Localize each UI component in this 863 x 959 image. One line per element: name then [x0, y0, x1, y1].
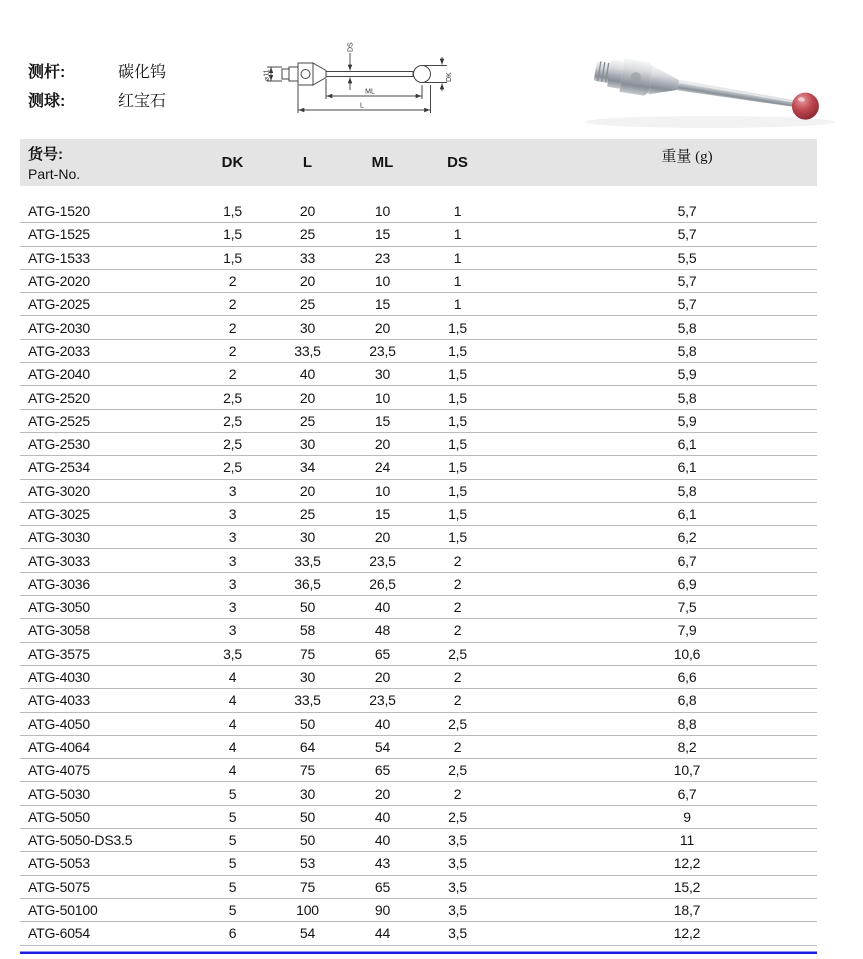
cell-l: 20 [299, 273, 316, 290]
cell-weight: 6,6 [677, 669, 697, 686]
cell-ds: 1 [453, 203, 462, 220]
cell-weight: 7,9 [677, 622, 697, 639]
dim-label-ml: ML [365, 88, 375, 96]
cell-l: 25 [299, 226, 316, 243]
cell-ds: 1,5 [448, 342, 467, 359]
cell-weight: 5,8 [677, 482, 697, 499]
table-row [20, 573, 817, 596]
header-part-no-zh: 货号: [28, 146, 63, 163]
cell-l: 25 [299, 296, 316, 313]
cell-dk: 3 [228, 575, 237, 592]
cell-ds: 1,5 [448, 436, 467, 453]
cell-ds: 1,5 [448, 529, 467, 546]
cell-weight: 5,5 [677, 249, 697, 266]
cell-l: 75 [299, 878, 316, 895]
cell-weight: 9 [683, 808, 691, 825]
spec-label-ball: 测球: [28, 93, 66, 110]
cell-ml: 10 [374, 389, 391, 406]
cell-dk: 5 [228, 855, 237, 872]
cell-l: 30 [299, 529, 316, 546]
cell-dk: 5 [228, 785, 237, 802]
cell-ds: 2 [453, 669, 462, 686]
cell-part-no: ATG-1520 [28, 203, 90, 220]
photo-shaft [677, 79, 798, 109]
cell-l: 40 [299, 366, 316, 383]
table-row [20, 922, 817, 945]
cell-weight: 11 [679, 832, 695, 849]
cell-weight: 5,7 [677, 296, 697, 313]
stylus-dimension-diagram [262, 38, 462, 123]
cell-ml: 10 [374, 482, 391, 499]
cell-ml: 30 [374, 366, 391, 383]
table-row [20, 619, 817, 642]
cell-l: 33 [299, 249, 316, 266]
table-row [20, 410, 817, 433]
cell-part-no: ATG-3575 [28, 645, 90, 662]
cell-weight: 6,1 [677, 506, 697, 522]
table-row [20, 899, 817, 922]
cell-weight: 10,6 [673, 645, 701, 662]
table-row [20, 876, 817, 899]
table-row [20, 829, 817, 852]
cell-part-no: ATG-50100 [28, 902, 98, 919]
bottom-accent-rule [20, 951, 817, 954]
cell-l: 30 [299, 319, 316, 336]
cell-weight: 15,2 [673, 878, 701, 895]
cell-ml: 10 [374, 203, 391, 220]
cell-l: 34 [299, 459, 316, 476]
cell-l: 64 [299, 738, 316, 755]
cell-ml: 23,5 [369, 692, 396, 709]
table-body [20, 200, 817, 946]
cell-weight: 6,7 [677, 552, 697, 569]
cell-l: 58 [299, 622, 316, 639]
photo-shadow [585, 116, 835, 128]
cell-ds: 1,5 [448, 506, 467, 522]
cell-dk: 1,5 [223, 203, 242, 220]
cell-part-no: ATG-2525 [28, 412, 90, 429]
table-row [20, 643, 817, 666]
table-row [20, 316, 817, 339]
cell-part-no: ATG-3033 [28, 552, 90, 569]
cell-dk: 3 [228, 599, 237, 616]
cell-weight: 8,8 [677, 715, 697, 732]
cell-ml: 48 [374, 622, 391, 639]
table-row [20, 386, 817, 409]
cell-part-no: ATG-5053 [28, 855, 90, 872]
spec-value-ball: 红宝石 [118, 93, 167, 110]
cell-ds: 1,5 [448, 459, 467, 476]
cell-ds: 2 [453, 738, 462, 755]
cell-ds: 3,5 [448, 902, 467, 919]
table-row [20, 526, 817, 549]
table-row [20, 480, 817, 503]
table-row [20, 596, 817, 619]
cell-ds: 2,5 [448, 808, 467, 825]
cell-ml: 43 [374, 855, 391, 872]
cell-ml: 26,5 [369, 575, 396, 592]
dim-label-dk: DK [446, 72, 453, 82]
cell-ds: 1,5 [448, 482, 467, 499]
cell-weight: 12,2 [673, 855, 701, 872]
table-row [20, 340, 817, 363]
cell-l: 50 [299, 808, 316, 825]
cell-weight: 8,2 [677, 738, 697, 755]
cell-ml: 65 [374, 878, 391, 895]
cell-ml: 90 [374, 902, 391, 919]
cell-part-no: ATG-5050-DS3.5 [28, 832, 133, 849]
cell-l: 30 [299, 436, 316, 453]
table-row [20, 736, 817, 759]
header-weight: 重量 (g) [661, 149, 713, 165]
table-row [20, 223, 817, 246]
cell-ds: 3,5 [448, 878, 467, 895]
cell-ds: 2 [453, 575, 462, 592]
cell-part-no: ATG-2040 [28, 366, 90, 383]
cell-dk: 1,5 [223, 249, 242, 266]
cell-weight: 5,8 [677, 319, 697, 336]
cell-part-no: ATG-2033 [28, 342, 90, 359]
cell-dk: 4 [228, 762, 237, 779]
cell-part-no: ATG-5050 [28, 808, 90, 825]
cell-part-no: ATG-4030 [28, 669, 90, 686]
cell-ml: 23 [374, 249, 391, 266]
cell-part-no: ATG-3025 [28, 506, 90, 522]
cell-part-no: ATG-1525 [28, 226, 90, 243]
cell-l: 20 [299, 203, 316, 220]
cell-l: 33,5 [294, 342, 321, 359]
cell-ds: 2 [453, 692, 462, 709]
table-row [20, 782, 817, 805]
table-row [20, 503, 817, 526]
cell-dk: 3 [228, 529, 237, 546]
cell-weight: 5,9 [677, 412, 697, 429]
cell-weight: 5,9 [677, 366, 697, 383]
photo-cone [648, 66, 680, 99]
table-row [20, 666, 817, 689]
cell-weight: 5,8 [677, 389, 697, 406]
cell-part-no: ATG-2025 [28, 296, 90, 313]
cell-dk: 1,5 [223, 226, 242, 243]
table-row [20, 713, 817, 736]
cell-dk: 4 [228, 738, 237, 755]
cell-dk: 3,5 [223, 645, 242, 662]
cell-part-no: ATG-2030 [28, 319, 90, 336]
cell-weight: 5,7 [677, 273, 697, 290]
cell-part-no: ATG-3020 [28, 482, 90, 499]
cell-dk: 2 [228, 366, 237, 383]
table-row [20, 200, 817, 223]
parts-table [20, 139, 817, 946]
cell-dk: 2 [228, 273, 237, 290]
dim-label-l: L [360, 102, 364, 110]
header-part-no-en: Part-No. [28, 166, 81, 182]
cell-weight: 18,7 [673, 902, 701, 919]
cell-ml: 15 [374, 412, 391, 429]
cell-dk: 3 [228, 506, 237, 522]
cell-l: 30 [299, 785, 316, 802]
header-dk: DK [221, 154, 244, 171]
cell-part-no: ATG-4050 [28, 715, 90, 732]
table-row [20, 549, 817, 572]
cell-dk: 2,5 [223, 436, 242, 453]
cell-ds: 2 [453, 552, 462, 569]
material-specs [28, 56, 166, 114]
cell-part-no: ATG-5030 [28, 785, 90, 802]
cell-ds: 3,5 [448, 925, 467, 942]
cell-ml: 40 [374, 599, 391, 616]
cell-ds: 1,5 [448, 412, 467, 429]
table-row [20, 363, 817, 386]
cell-l: 50 [299, 715, 316, 732]
table-row [20, 689, 817, 712]
cell-l: 50 [299, 832, 316, 849]
cell-ml: 54 [374, 738, 391, 755]
cell-part-no: ATG-5075 [28, 878, 90, 895]
cell-ml: 40 [374, 808, 391, 825]
cell-part-no: ATG-2520 [28, 389, 90, 406]
cell-dk: 2 [228, 319, 237, 336]
cell-weight: 12,2 [673, 925, 701, 942]
header-ds: DS [447, 154, 468, 171]
cell-ml: 65 [374, 645, 391, 662]
dim-label-shank-diameter: ⌀11 [263, 69, 271, 81]
cell-part-no: ATG-4033 [28, 692, 90, 709]
header-ml: ML [371, 154, 394, 171]
cell-ml: 40 [374, 715, 391, 732]
cell-dk: 4 [228, 715, 237, 732]
cell-l: 75 [299, 762, 316, 779]
spec-value-stylus: 碳化钨 [118, 64, 167, 81]
cell-weight: 6,1 [677, 459, 697, 476]
cell-part-no: ATG-2020 [28, 273, 90, 290]
photo-ruby-ball [790, 91, 821, 122]
table-row [20, 806, 817, 829]
spec-row-ball [28, 85, 166, 114]
stylus-product-photo [560, 26, 855, 136]
cell-ds: 2 [453, 622, 462, 639]
cell-ds: 1 [453, 226, 462, 243]
cell-l: 20 [299, 389, 316, 406]
cell-dk: 4 [228, 692, 237, 709]
cell-l: 50 [299, 599, 316, 616]
dim-label-ds: DS [347, 42, 355, 52]
cell-ml: 24 [374, 459, 391, 476]
cell-ds: 2 [453, 599, 462, 616]
cell-ml: 65 [374, 762, 391, 779]
cell-weight: 6,1 [677, 436, 697, 453]
cell-part-no: ATG-2534 [28, 459, 90, 476]
cell-ml: 20 [374, 529, 391, 546]
cell-ds: 3,5 [448, 832, 467, 849]
cell-dk: 3 [228, 482, 237, 499]
table-row [20, 270, 817, 293]
spec-label-stylus: 测杆: [28, 64, 66, 81]
cell-l: 75 [299, 645, 316, 662]
cell-part-no: ATG-3036 [28, 575, 90, 592]
cell-dk: 5 [228, 902, 237, 919]
cell-dk: 3 [228, 552, 237, 569]
cell-weight: 5,7 [677, 203, 697, 220]
cell-part-no: ATG-3030 [28, 529, 90, 546]
header-part-no [20, 139, 195, 186]
cell-ml: 20 [374, 669, 391, 686]
cell-weight: 7,5 [677, 599, 697, 616]
cell-ds: 2,5 [448, 645, 467, 662]
cell-ds: 1,5 [448, 319, 467, 336]
cell-l: 53 [299, 855, 316, 872]
cell-dk: 4 [228, 669, 237, 686]
cell-l: 30 [299, 669, 316, 686]
table-header [20, 139, 817, 186]
cell-ds: 1 [453, 273, 462, 290]
cell-dk: 2 [228, 342, 237, 359]
cell-ml: 23,5 [369, 342, 396, 359]
table-row [20, 433, 817, 456]
cell-l: 25 [299, 412, 316, 429]
cell-part-no: ATG-3058 [28, 622, 90, 639]
cell-weight: 10,7 [673, 762, 701, 779]
cell-ds: 1,5 [448, 389, 467, 406]
cell-ds: 2,5 [448, 762, 467, 779]
table-row [20, 852, 817, 875]
table-row [20, 456, 817, 479]
cell-part-no: ATG-3050 [28, 599, 90, 616]
cell-dk: 2,5 [223, 389, 242, 406]
cell-ml: 20 [374, 785, 391, 802]
cell-ds: 2 [453, 785, 462, 802]
cell-weight: 6,7 [677, 785, 697, 802]
cell-l: 100 [296, 902, 319, 919]
cell-ml: 20 [374, 319, 391, 336]
cell-ml: 44 [374, 925, 391, 942]
cell-dk: 3 [228, 622, 237, 639]
cell-l: 20 [299, 482, 316, 499]
header-l: L [302, 154, 313, 171]
cell-dk: 2,5 [223, 459, 242, 476]
cell-dk: 2 [228, 296, 237, 313]
cell-ml: 15 [374, 506, 391, 522]
cell-weight: 5,7 [677, 226, 697, 243]
table-row [20, 293, 817, 316]
cell-ml: 15 [374, 226, 391, 243]
cell-l: 36,5 [294, 575, 321, 592]
spec-row-stylus [28, 56, 166, 85]
cell-dk: 5 [228, 832, 237, 849]
cell-part-no: ATG-6054 [28, 925, 90, 942]
cell-ml: 23,5 [369, 552, 396, 569]
cell-ml: 20 [374, 436, 391, 453]
cell-dk: 6 [228, 925, 237, 942]
cell-ds: 1 [453, 296, 462, 313]
cell-ml: 10 [374, 273, 391, 290]
cell-ds: 3,5 [448, 855, 467, 872]
cell-l: 33,5 [294, 692, 321, 709]
cell-weight: 6,2 [677, 529, 697, 546]
cell-ds: 1,5 [448, 366, 467, 383]
cell-l: 33,5 [294, 552, 321, 569]
table-row [20, 247, 817, 270]
cell-part-no: ATG-1533 [28, 249, 90, 266]
table-row [20, 759, 817, 782]
cell-dk: 5 [228, 878, 237, 895]
cell-dk: 2,5 [223, 412, 242, 429]
cell-l: 25 [299, 506, 316, 522]
cell-weight: 6,9 [677, 575, 697, 592]
cell-part-no: ATG-4064 [28, 738, 90, 755]
cell-weight: 5,8 [677, 342, 697, 359]
cell-l: 54 [299, 925, 316, 942]
cell-part-no: ATG-2530 [28, 436, 90, 453]
cell-dk: 5 [228, 808, 237, 825]
cell-weight: 6,8 [677, 692, 697, 709]
cell-ds: 2,5 [448, 715, 467, 732]
cell-part-no: ATG-4075 [28, 762, 90, 779]
cell-ds: 1 [453, 249, 462, 266]
cell-ml: 15 [374, 296, 391, 313]
cell-ml: 40 [374, 832, 391, 849]
